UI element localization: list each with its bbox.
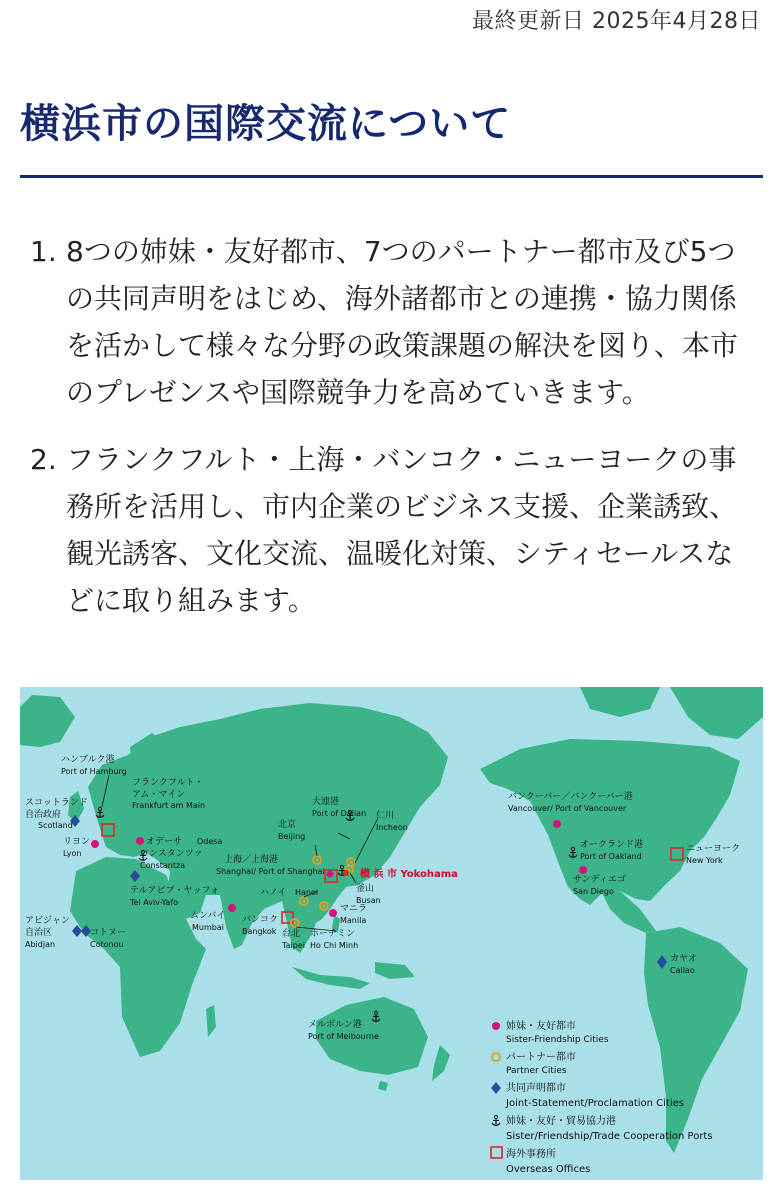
label-abidjan-en: Abidjan: [25, 940, 56, 949]
label-abidjan-jp2: 自治区: [25, 928, 53, 938]
policy-list: [30, 228, 750, 644]
legend-partner-en: Partner Cities: [506, 1066, 567, 1076]
policy-item: [30, 436, 750, 624]
legend-joint-en: Joint-Statement/Proclamation Cities: [506, 1098, 684, 1109]
label-callao-en: Callao: [670, 966, 695, 975]
legend-sister-icon: [492, 1022, 500, 1030]
legend-sister-en: Sister-Friendship Cities: [506, 1035, 609, 1045]
sister-odesa-marker: [136, 837, 144, 845]
sister-lyon-marker: [91, 840, 99, 848]
label-melbourne-en: Port of Melbourne: [308, 1032, 379, 1041]
label-bangkok-en: Bangkok: [242, 927, 277, 936]
policy-item-number: 2.: [30, 443, 57, 476]
label-abidjan-jp1: アビジャン: [25, 916, 70, 926]
sister-mumbai-marker: [228, 904, 236, 912]
label-hcm-jp: ホーチミン: [310, 929, 356, 939]
label-odesa-jp: オデーサ: [146, 837, 183, 847]
yokohama-marker: [343, 870, 349, 876]
label-hamburg-en: Port of Hamburg: [61, 767, 127, 776]
label-scotland-jp1: スコットランド: [25, 798, 88, 808]
label-hanoi-jp: ハノイ: [260, 888, 287, 898]
label-vancouver-en: Vancouver/ Port of Vancouver: [508, 804, 627, 813]
legend-port-en: Sister/Friendship/Trade Cooperation Ports: [506, 1131, 713, 1142]
label-sandiego-jp: サンディエゴ: [573, 875, 626, 885]
label-shanghai-jp: 上海／上海港: [224, 855, 279, 865]
world-map: [20, 687, 763, 1180]
label-scotland-en: Scotland: [38, 821, 73, 830]
legend-port-jp: 姉妹・友好・貿易協力港: [506, 1116, 616, 1127]
label-frankfurt-en: Frankfurt am Main: [132, 801, 206, 810]
label-frankfurt-jp2: アム・マイン: [132, 790, 186, 800]
label-frankfurt-jp1: フランクフルト・: [132, 778, 204, 788]
label-manila-jp: マニラ: [340, 904, 368, 914]
label-bangkok-jp: バンコク: [242, 915, 279, 925]
sister-vancouver-marker: [553, 820, 561, 828]
label-oakland-en: Port of Oakland: [580, 852, 642, 861]
legend-office-en: Overseas Offices: [506, 1164, 591, 1175]
label-mumbai-jp: ムンバイ: [190, 911, 226, 921]
page-title: 横浜市の国際交流について: [20, 101, 512, 147]
label-constanta-en: Constantza: [140, 861, 186, 870]
label-oakland-jp: オークランド港: [580, 840, 644, 850]
sister-sandiego-marker: [579, 866, 587, 874]
label-hamburg-jp: ハンブルク港: [61, 755, 115, 765]
label-taipei-en: Taipei: [282, 941, 305, 950]
label-telaviv-jp: テルアビブ・ヤッフォ: [130, 886, 220, 896]
label-beijing-jp: 北京: [278, 820, 297, 830]
label-incheon-en: Incheon: [376, 823, 408, 832]
label-busan-en: Busan: [356, 896, 381, 905]
label-vancouver-jp: バンクーバー／バンクーバー港: [508, 792, 633, 802]
label-odesa-en: Odesa: [197, 837, 223, 846]
label-dalian-en: Port of Dalian: [312, 809, 367, 818]
policy-item: [30, 228, 750, 416]
label-mumbai-en: Mumbai: [192, 923, 224, 932]
last-updated-date: 最終更新日 2025年4月28日: [472, 9, 761, 34]
sister-manila-marker: [329, 909, 337, 917]
label-dalian-jp: 大連港: [312, 797, 340, 807]
legend-office-jp: 海外事務所: [506, 1149, 556, 1160]
label-scotland-jp2: 自治政府: [25, 810, 62, 820]
label-constanta-jp: コンスタンツァ: [140, 849, 203, 859]
label-yokohama: 横 浜 市 Yokohama: [360, 869, 458, 880]
policy-item-number: 1.: [30, 235, 57, 268]
title-divider: [20, 175, 763, 178]
label-lyon-jp: リヨン: [63, 837, 91, 847]
label-callao-jp: カヤオ: [670, 954, 698, 964]
label-manila-en: Manila: [340, 916, 367, 925]
label-cotonou-jp: コトヌー: [90, 928, 127, 938]
sister-shanghai-marker: [327, 871, 334, 878]
legend-joint-jp: 共同声明都市: [506, 1083, 566, 1094]
label-busan-jp: 釜山: [356, 884, 375, 894]
policy-item-text: フランクフルト・上海・バンコク・ニューヨークの事務所を活用し、市内企業のビジネス支援、企業誘致、観光誘客、文化交流、温暖化対策、シティセールスなどに取り組みます。: [66, 443, 738, 617]
label-sandiego-en: San Diego: [573, 887, 614, 896]
label-shanghai-en: Shanghai/ Port of Shanghai: [216, 867, 325, 876]
policy-item-text: 8つの姉妹・友好都市、7つのパートナー都市及び5つの共同声明をはじめ、海外諸都市との連携・協力関係を活かして様々な分野の政策課題の解決を図り、本市のプレゼンスや国際競争力を高めていきます。: [66, 235, 739, 409]
label-melbourne-jp: メルボルン港: [308, 1020, 362, 1030]
label-newyork-jp: ニューヨーク: [686, 844, 741, 854]
label-lyon-en: Lyon: [63, 849, 82, 858]
label-hanoi-en: Hanoi: [295, 888, 319, 897]
label-cotonou-en: Cotonou: [90, 940, 124, 949]
label-taipei-jp: 台北: [282, 929, 301, 939]
label-newyork-en: New York: [686, 856, 723, 865]
label-incheon-jp: 仁川: [376, 811, 395, 821]
legend-sister-jp: 姉妹・友好都市: [506, 1021, 576, 1032]
label-telaviv-en: Tel Aviv-Yafo: [130, 898, 179, 907]
legend-partner-jp: パートナー都市: [506, 1052, 576, 1063]
label-hcm-en: Ho Chi Minh: [310, 941, 359, 950]
label-beijing-en: Beijing: [278, 832, 306, 841]
